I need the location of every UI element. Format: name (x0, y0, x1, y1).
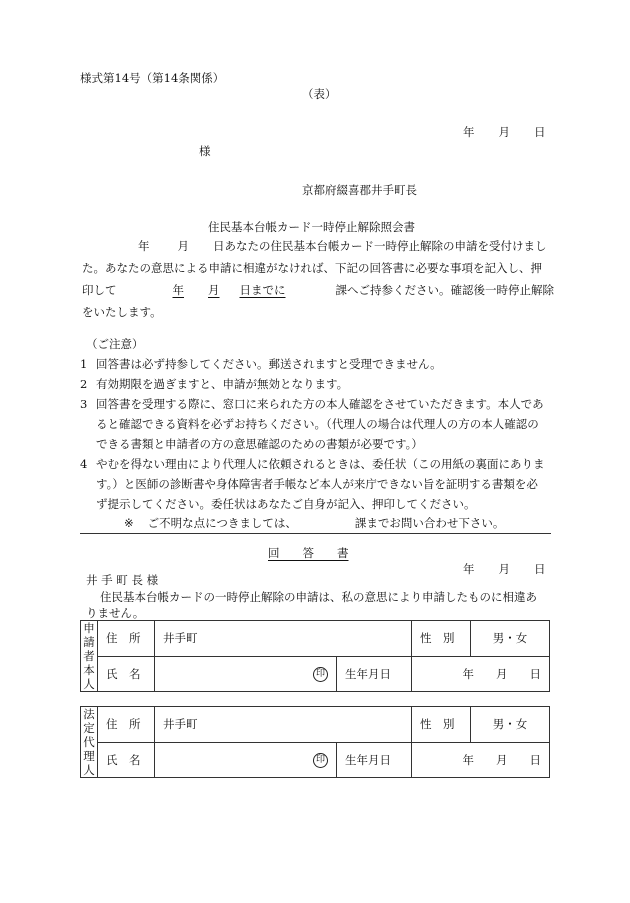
caution-item-1: 回答書は必ず持参してください。郵送されますと受理できません。 (96, 357, 442, 371)
caution-num-1: 1 (80, 357, 88, 371)
notice-body (82, 235, 552, 323)
applicant-address-field[interactable]: 井手町 (155, 621, 412, 657)
caution-item-3-line3: できる書類と申請者の方の意思確認のための書類が必要です。） (96, 437, 423, 451)
front-label: （表） (302, 87, 337, 101)
notice-line1: 日あなたの住民基本台帳カード一時停止解除の申請を受付けまし (213, 239, 547, 253)
date-day: 日 (534, 125, 546, 139)
agent-side-label: 法定代理人 (81, 707, 98, 778)
deadline-date (117, 283, 286, 297)
applicant-table (80, 620, 550, 692)
caution-item-4-line3: ず提示してください。委任状はあなたご自身が記入、押印してください。 (96, 497, 476, 511)
deadline-year: 年 (172, 283, 184, 297)
issuer: 京都府綴喜郡井手町長 (302, 183, 417, 197)
caution-num-2: 2 (80, 377, 88, 391)
applicant-dob-field[interactable] (412, 656, 550, 692)
dob-year: 年 (462, 666, 474, 681)
dob-month: 月 (496, 752, 508, 767)
deadline-month: 月 (208, 283, 220, 297)
seal-mark: 印 (313, 667, 328, 682)
agent-dob-field[interactable] (412, 742, 550, 778)
reply-statement-line2: りません。 (86, 606, 145, 620)
agent-name-field[interactable] (155, 742, 337, 778)
name-label: 氏 名 (98, 742, 155, 778)
reply-statement-line1: 住民基本台帳カードの一時停止解除の申請は、私の意思により申請したものに相違あ (100, 590, 537, 604)
seal-mark: 印 (313, 753, 328, 768)
agent-address-field[interactable]: 井手町 (155, 707, 412, 743)
contact-text-a: ご不明な点につきましては、 (147, 516, 297, 530)
deadline-day: 日までに (239, 283, 286, 297)
caution-item-3-line1: 回答書を受理する際に、窓口に来られた方の本人確認をさせていただきます。本人であ (96, 397, 544, 411)
date-month: 月 (498, 125, 510, 139)
dob-month: 月 (496, 666, 508, 681)
reply-date-day: 日 (534, 562, 546, 576)
contact-text-b: 課までお問い合わせ下さい。 (354, 516, 505, 530)
reply-title: 回 答 書 (268, 546, 349, 560)
sex-label: 性 別 (412, 621, 471, 657)
caution-num-3: 3 (80, 397, 88, 411)
address-label: 住 所 (98, 621, 155, 657)
reply-date (463, 564, 546, 576)
name-label: 氏 名 (98, 656, 155, 692)
dob-label: 生年月日 (337, 742, 412, 778)
dob-day: 日 (529, 752, 541, 767)
reply-addressee: 井 手 町 長 様 (86, 573, 159, 587)
notice-line4: をいたします。 (82, 305, 162, 319)
sex-label: 性 別 (412, 707, 471, 743)
agent-table (80, 706, 550, 778)
agent-sex-field[interactable]: 男・女 (471, 707, 550, 743)
addressee-suffix: 様 (199, 144, 211, 158)
dob-day: 日 (529, 666, 541, 681)
contact-mark: ※ (124, 516, 134, 530)
dob-label: 生年月日 (337, 656, 412, 692)
applicant-side-label: 申請者本人 (81, 621, 98, 692)
caution-item-3-line2: ると確認できる資料を必ずお持ちください。（代理人の場合は代理人の方の本人確認の (96, 417, 539, 431)
caution-item-2: 有効期限を過ぎますと、申請が無効となります。 (96, 377, 349, 391)
notice-month: 月 (177, 239, 189, 253)
reply-date-year: 年 (463, 562, 475, 576)
reply-date-month: 月 (498, 562, 510, 576)
notice-line3-prefix: 印して (82, 283, 117, 297)
date-year: 年 (463, 125, 475, 139)
divider (80, 533, 551, 534)
notice-line3-suffix: 課へご持参ください。確認後一時停止解除 (335, 283, 554, 297)
address-label: 住 所 (98, 707, 155, 743)
contact-line (124, 518, 504, 530)
caution-num-4: 4 (80, 457, 88, 471)
cautions-heading: （ご注意） (86, 337, 144, 351)
applicant-sex-field[interactable]: 男・女 (471, 621, 550, 657)
dob-year: 年 (462, 752, 474, 767)
date-top (463, 127, 546, 139)
form-number: 様式第14号（第14条関係） (80, 71, 225, 85)
caution-item-4-line2: す。）と医師の診断書や身体障害者手帳など本人が来庁できない旨を証明する書類を必 (96, 477, 538, 491)
caution-item-4-line1: やむを得ない理由により代理人に依頼されるときは、委任状（この用紙の裏面にありま (96, 457, 545, 471)
applicant-name-field[interactable] (155, 656, 337, 692)
notice-line2: た。あなたの意思による申請に相違がなければ、下記の回答書に必要な事項を記入し、押 (82, 261, 542, 275)
notice-title: 住民基本台帳カード一時停止解除照会書 (208, 220, 415, 234)
notice-year: 年 (138, 239, 150, 253)
